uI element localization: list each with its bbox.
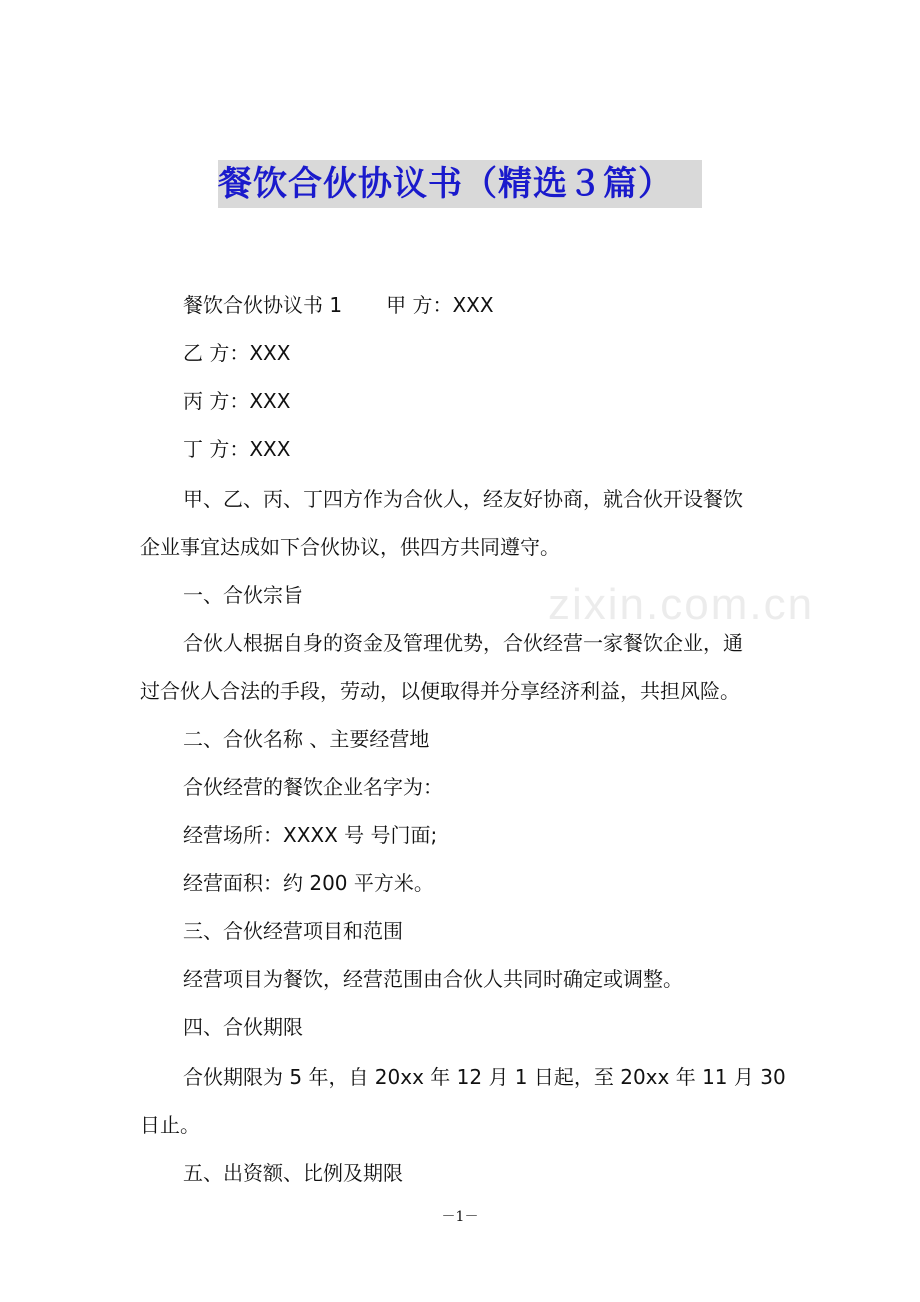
- section-heading-4: 四、合伙期限: [183, 1015, 303, 1039]
- document-title: 餐饮合伙协议书（精选３篇）: [218, 160, 702, 208]
- purpose-paragraph-line-2: 过合伙人合法的手段，劳动，以便取得并分享经济利益，共担风险。: [140, 679, 740, 703]
- term-paragraph-line-1: 合伙期限为 5 年，自 20xx 年 12 月 1 日起，至 20xx 年 11 月 30: [183, 1065, 786, 1089]
- party-c-line: 丙 方：XXX: [183, 389, 291, 413]
- section-heading-1: 一、合伙宗旨: [183, 583, 303, 607]
- business-name-line: 合伙经营的餐饮企业名字为：: [183, 775, 443, 799]
- purpose-paragraph-line-1: 合伙人根据自身的资金及管理优势，合伙经营一家餐饮企业，通: [183, 631, 743, 655]
- agreement-number-label: 餐饮合伙协议书 1: [183, 293, 343, 317]
- term-paragraph-line-2: 日止。: [140, 1113, 200, 1137]
- page-number: －1－: [441, 1209, 479, 1225]
- party-d-line: 丁 方：XXX: [183, 437, 291, 461]
- section-heading-2: 二、合伙名称 、主要经营地: [183, 727, 430, 751]
- business-area-line: 经营面积：约 200 平方米。: [183, 871, 434, 895]
- section-heading-5: 五、出资额、比例及期限: [183, 1161, 403, 1185]
- party-b-line: 乙 方：XXX: [183, 341, 291, 365]
- intro-paragraph-line-1: 甲、乙、丙、丁四方作为合伙人，经友好协商，就合伙开设餐饮: [183, 487, 743, 511]
- business-location-line: 经营场所：XXXX 号 号门面;: [183, 823, 438, 847]
- party-a-label: 甲 方：XXX: [386, 293, 494, 317]
- section-heading-3: 三、合伙经营项目和范围: [183, 919, 403, 943]
- intro-paragraph-line-2: 企业事宜达成如下合伙协议，供四方共同遵守。: [140, 535, 560, 559]
- party-line: [140, 281, 823, 329]
- business-scope-line: 经营项目为餐饮，经营范围由合伙人共同时确定或调整。: [183, 967, 683, 991]
- watermark: zixin.com.cn: [548, 580, 815, 629]
